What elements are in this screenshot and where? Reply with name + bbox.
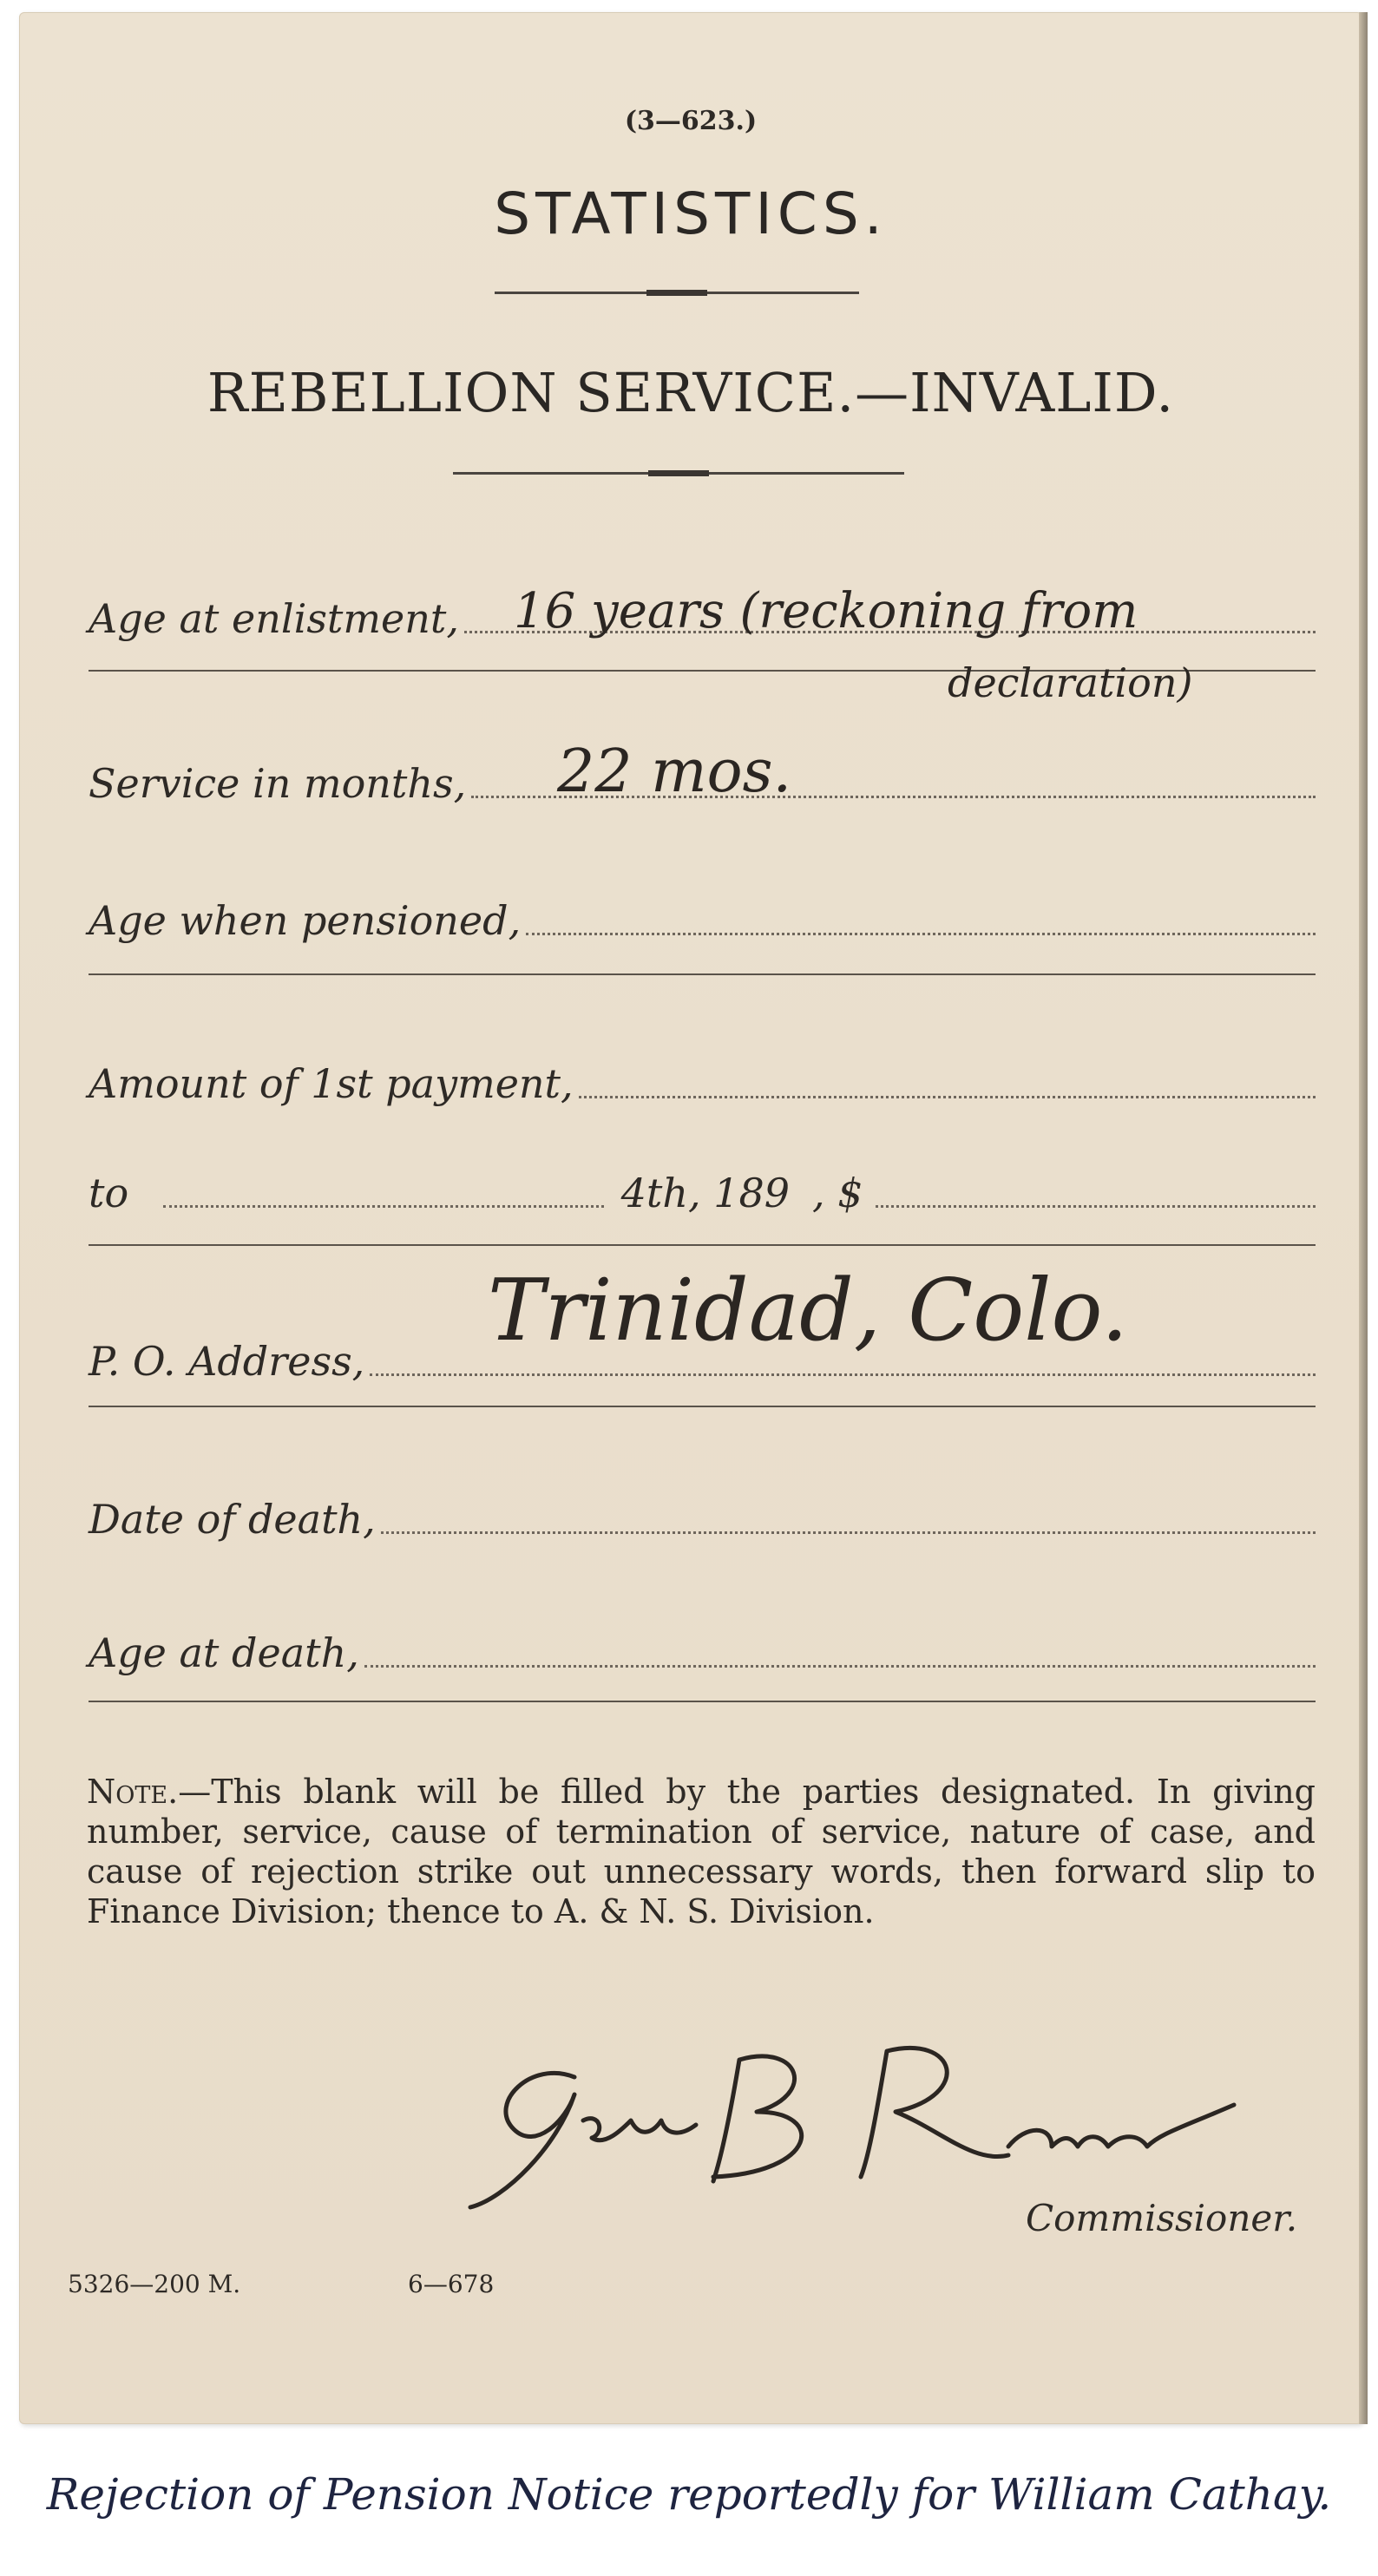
form-number: (3—623.) <box>624 106 758 136</box>
po-address-label: P. O. Address, <box>89 1338 365 1385</box>
service-in-months-value: 22 mos. <box>557 737 792 806</box>
age-at-enlistment-label: Age at enlistment, <box>89 595 459 642</box>
image-caption: Rejection of Pension Notice reportedly for William Cathay. <box>46 2469 1332 2520</box>
form-code: 6—678 <box>408 2270 495 2298</box>
date-of-death-field <box>89 1496 1316 1543</box>
age-when-pensioned-underline <box>89 973 1316 975</box>
age-at-enlistment-value: 16 years (reckoning from <box>514 583 1138 639</box>
commissioner-signature-text: Geo. B. Raum <box>453 2014 533 2029</box>
age-at-death-field <box>89 1629 1316 1676</box>
po-address-underline <box>89 1406 1316 1407</box>
po-address-value: Trinidad, Colo. <box>488 1262 1128 1360</box>
amount-first-payment-label: Amount of 1st payment, <box>89 1060 574 1107</box>
commissioner-title: Commissioner. <box>1026 2197 1298 2239</box>
age-at-enlistment-value-2: declaration) <box>948 659 1193 706</box>
amount-first-payment-field <box>89 1060 1316 1107</box>
payment-period-underline <box>89 1244 1316 1246</box>
print-code: 5326—200 M. <box>68 2270 241 2298</box>
card-edge <box>1359 12 1368 2424</box>
pension-card <box>19 12 1362 2424</box>
note-text: —This blank will be filled by the parties designated. In giving number, service, cause of termination of service, nature of case, and cause of rejection strike out unnecessary words, then forward slip to Finance Division; thence to A. & N. S. Division. <box>87 1773 1316 1930</box>
age-when-pensioned-label: Age when pensioned, <box>89 897 522 944</box>
date-of-death-label: Date of death, <box>89 1496 376 1543</box>
page-title: STATISTICS. <box>494 180 888 247</box>
title-rule <box>495 292 859 294</box>
service-in-months-label: Service in months, <box>89 760 467 807</box>
subtitle: REBELLION SERVICE.—INVALID. <box>207 361 1175 424</box>
payment-period-prefix: to <box>89 1170 129 1216</box>
subtitle-rule <box>453 472 904 475</box>
payment-period-date: 4th, 189 <box>620 1170 791 1216</box>
age-at-death-underline <box>89 1701 1316 1702</box>
age-when-pensioned-field <box>89 897 1316 944</box>
instructions-note <box>87 1772 1316 1931</box>
payment-period-currency: , $ <box>812 1170 863 1216</box>
age-at-death-label: Age at death, <box>89 1629 359 1676</box>
note-lead: Note. <box>87 1773 179 1811</box>
payment-period-field <box>89 1170 1316 1216</box>
